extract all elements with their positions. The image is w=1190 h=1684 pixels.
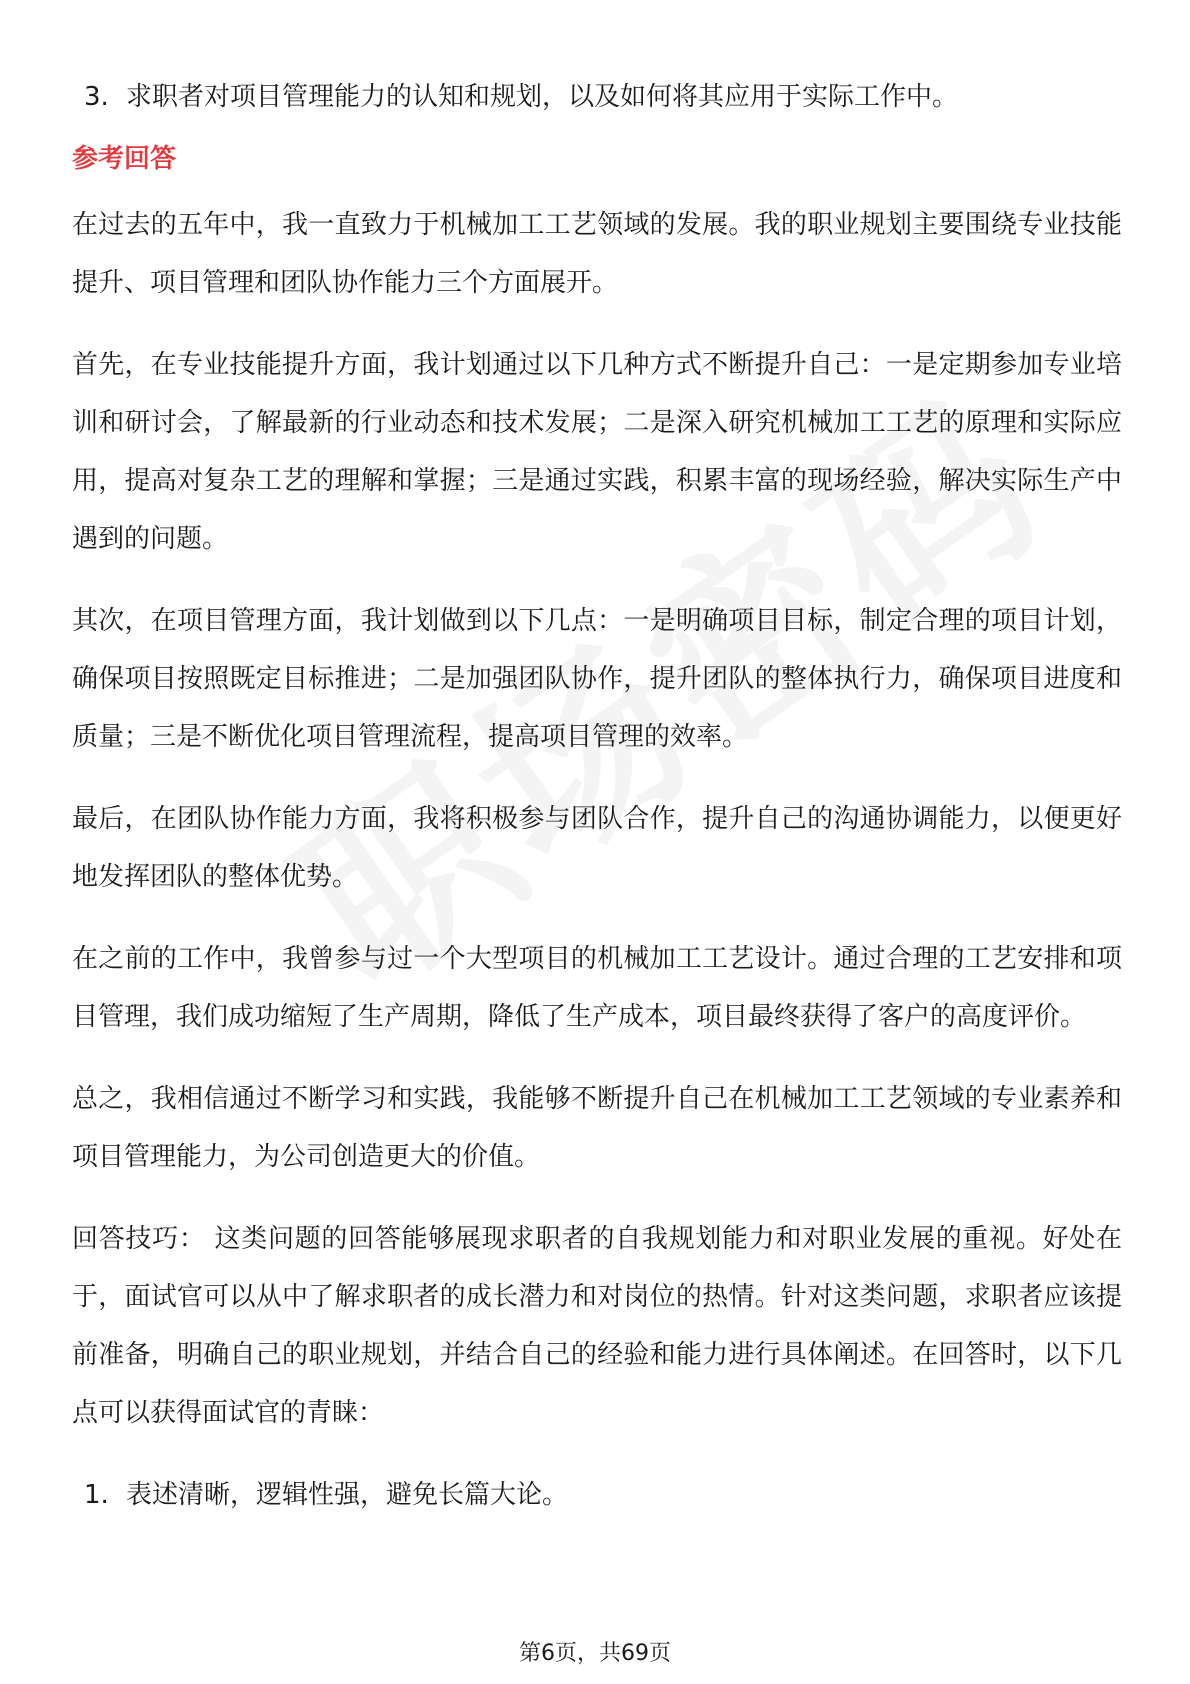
page-number-footer: 第6页，共69页 — [519, 1641, 671, 1666]
list-item-text: 求职者对项目管理能力的认知和规划，以及如何将其应用于实际工作中。 — [126, 82, 959, 112]
list-item — [72, 68, 1122, 126]
list-item-number: 1. — [84, 1480, 109, 1510]
page-content — [72, 68, 1122, 1524]
paragraph: 最后，在团队协作能力方面，我将积极参与团队合作，提升自己的沟通协调能力，以便更好地发挥团队的整体优势。 — [72, 804, 1122, 892]
list-item — [72, 1466, 1122, 1524]
list-item-text: 表述清晰，逻辑性强，避免长篇大论。 — [126, 1480, 569, 1510]
answer-tip-paragraph: 回答技巧： 这类问题的回答能够展现求职者的自我规划能力和对职业发展的重视。好处在于，面试官可以从中了解求职者的成长潜力和对岗位的热情。针对这类问题，求职者应该提前准备，明确自己的职业规划，并结合自己的经验和能力进行具体阐述。在回答时，以下几点可以获得面试官的青睐： — [72, 1224, 1122, 1428]
list-item-number: 3. — [84, 82, 109, 112]
section-heading: 参考回答 — [72, 144, 177, 174]
paragraph: 在之前的工作中，我曾参与过一个大型项目的机械加工工艺设计。通过合理的工艺安排和项目管理，我们成功缩短了生产周期，降低了生产成本，项目最终获得了客户的高度评价。 — [72, 944, 1122, 1032]
paragraph: 在过去的五年中，我一直致力于机械加工工艺领域的发展。我的职业规划主要围绕专业技能提升、项目管理和团队协作能力三个方面展开。 — [72, 210, 1122, 298]
paragraph: 总之，我相信通过不断学习和实践，我能够不断提升自己在机械加工工艺领域的专业素养和项目管理能力，为公司创造更大的价值。 — [72, 1084, 1122, 1172]
paragraph: 首先，在专业技能提升方面，我计划通过以下几种方式不断提升自己：一是定期参加专业培训和研讨会，了解最新的行业动态和技术发展；二是深入研究机械加工工艺的原理和实际应用，提高对复杂工艺的理解和掌握；三是通过实践，积累丰富的现场经验，解决实际生产中遇到的问题。 — [72, 350, 1122, 554]
paragraph: 其次，在项目管理方面，我计划做到以下几点：一是明确项目目标，制定合理的项目计划，确保项目按照既定目标推进；二是加强团队协作，提升团队的整体执行力，确保项目进度和质量；三是不断优化项目管理流程，提高项目管理的效率。 — [72, 606, 1122, 752]
